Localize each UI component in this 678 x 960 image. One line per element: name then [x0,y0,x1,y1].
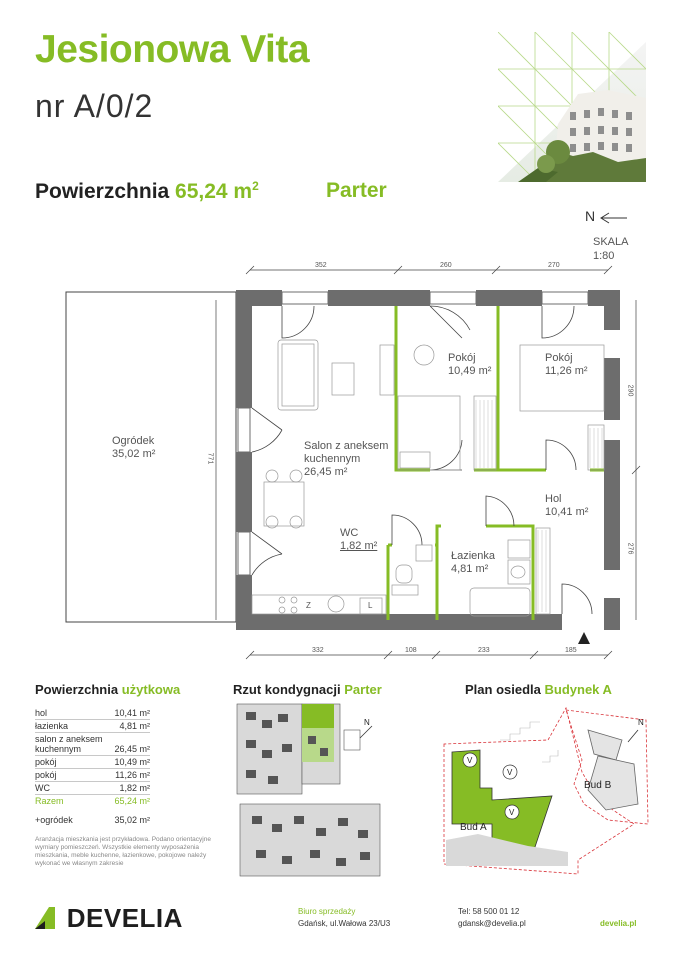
room-label-bedroom-2: Pokój 11,26 m² [545,352,588,377]
floor-level-north: N [364,718,370,727]
table-row: pokój 10,49 m² [35,757,150,767]
north-indicator [585,208,629,225]
north-arrow-icon [599,211,629,225]
entrance-arrow-icon [578,632,590,644]
dim-bottom-3: 233 [478,647,490,654]
svg-text:L: L [368,601,373,610]
phone[interactable]: Tel: 58 500 01 12 [458,907,520,916]
dim-right-1: 290 [626,384,634,397]
room-label-bathroom: Łazienka 4,81 m² [451,550,496,575]
floor-level-heading: Rzut kondygnacji Parter [233,682,382,697]
site-marker-3: V [509,808,515,817]
area-value: 65,24 $m^2$ [175,179,259,203]
email-link[interactable]: gdansk@develia.pl [458,919,526,928]
develia-logo-icon [35,907,59,929]
site-plan-map [438,700,650,880]
table-total-row: Razem 65,24 m² [35,796,150,806]
area-heading [35,179,259,204]
garden-extra-row: +ogródek 35,02 m² [35,815,150,825]
north-label: N [585,208,596,224]
floor-level-map [232,700,382,880]
building-a-label: Bud A [460,822,487,833]
room-label-living: Salon z aneksem kuchennym 26,45 m² [304,440,389,478]
outer-walls [236,290,620,630]
room-label-garden: Ogródek 35,02 m² [112,435,156,460]
sales-office: Biuro sprzedaży Gdańsk, ul.Wałowa 23/U3 [298,907,391,928]
dim-bottom-1: 332 [312,647,324,654]
dim-bottom-2: 108 [405,647,417,654]
site-plan-heading: Plan osiedla Budynek A [465,682,612,697]
floor-plan [0,255,678,665]
building-b-label: Bud B [584,780,612,791]
area-label: Powierzchnia [35,180,170,203]
site-north: N [638,718,644,727]
door-swings [252,306,592,614]
room-label-wc: WC 1,82 m² [340,527,378,552]
table-row: hol 10,41 m² [35,708,150,718]
table-row: salon z aneksem kuchennym 26,45 m² [35,734,150,754]
table-row: WC 1,82 m² [35,783,150,793]
scale-label: SKALA [593,236,629,248]
project-title: Jesionowa Vita [35,28,310,71]
floor-label: Parter [326,179,387,202]
usable-area-table [35,707,150,807]
table-row: pokój 11,26 m² [35,770,150,780]
building-visualization [498,32,646,182]
scale-value: 1:80 [593,250,615,262]
dimension-lines [216,266,640,659]
site-marker-1: V [467,756,473,765]
svg-text:Z: Z [306,601,311,610]
disclaimer-note: Aranżacja mieszkania jest przykładowa. Podano orientacyjne wymiary pomieszczeń. Wszystkie elementy wyposażenia mieszkania, meble kuchenne, łazienkowe, pokojowe należy wykonać we własnym zakresie [35,836,211,867]
dim-top-2: 260 [440,262,452,269]
develia-logo: DEVELIA [35,903,183,934]
usable-area-heading: Powierzchnia użytkowa [35,682,181,697]
dim-top-3: 270 [548,262,560,269]
dim-top-1: 352 [315,262,327,269]
dim-bottom-4: 185 [565,647,577,654]
room-label-bedroom-1: Pokój 10,49 m² [448,352,492,377]
website-link[interactable]: develia.pl [600,919,637,928]
unit-number: nr A/0/2 [35,88,154,124]
dim-left: 771 [206,452,214,465]
room-label-hall: Hol 10,41 m² [545,493,589,518]
dim-right-2: 276 [626,542,634,555]
table-row: łazienka 4,81 m² [35,721,150,731]
contact-info [458,906,526,930]
site-marker-2: V [507,768,513,777]
